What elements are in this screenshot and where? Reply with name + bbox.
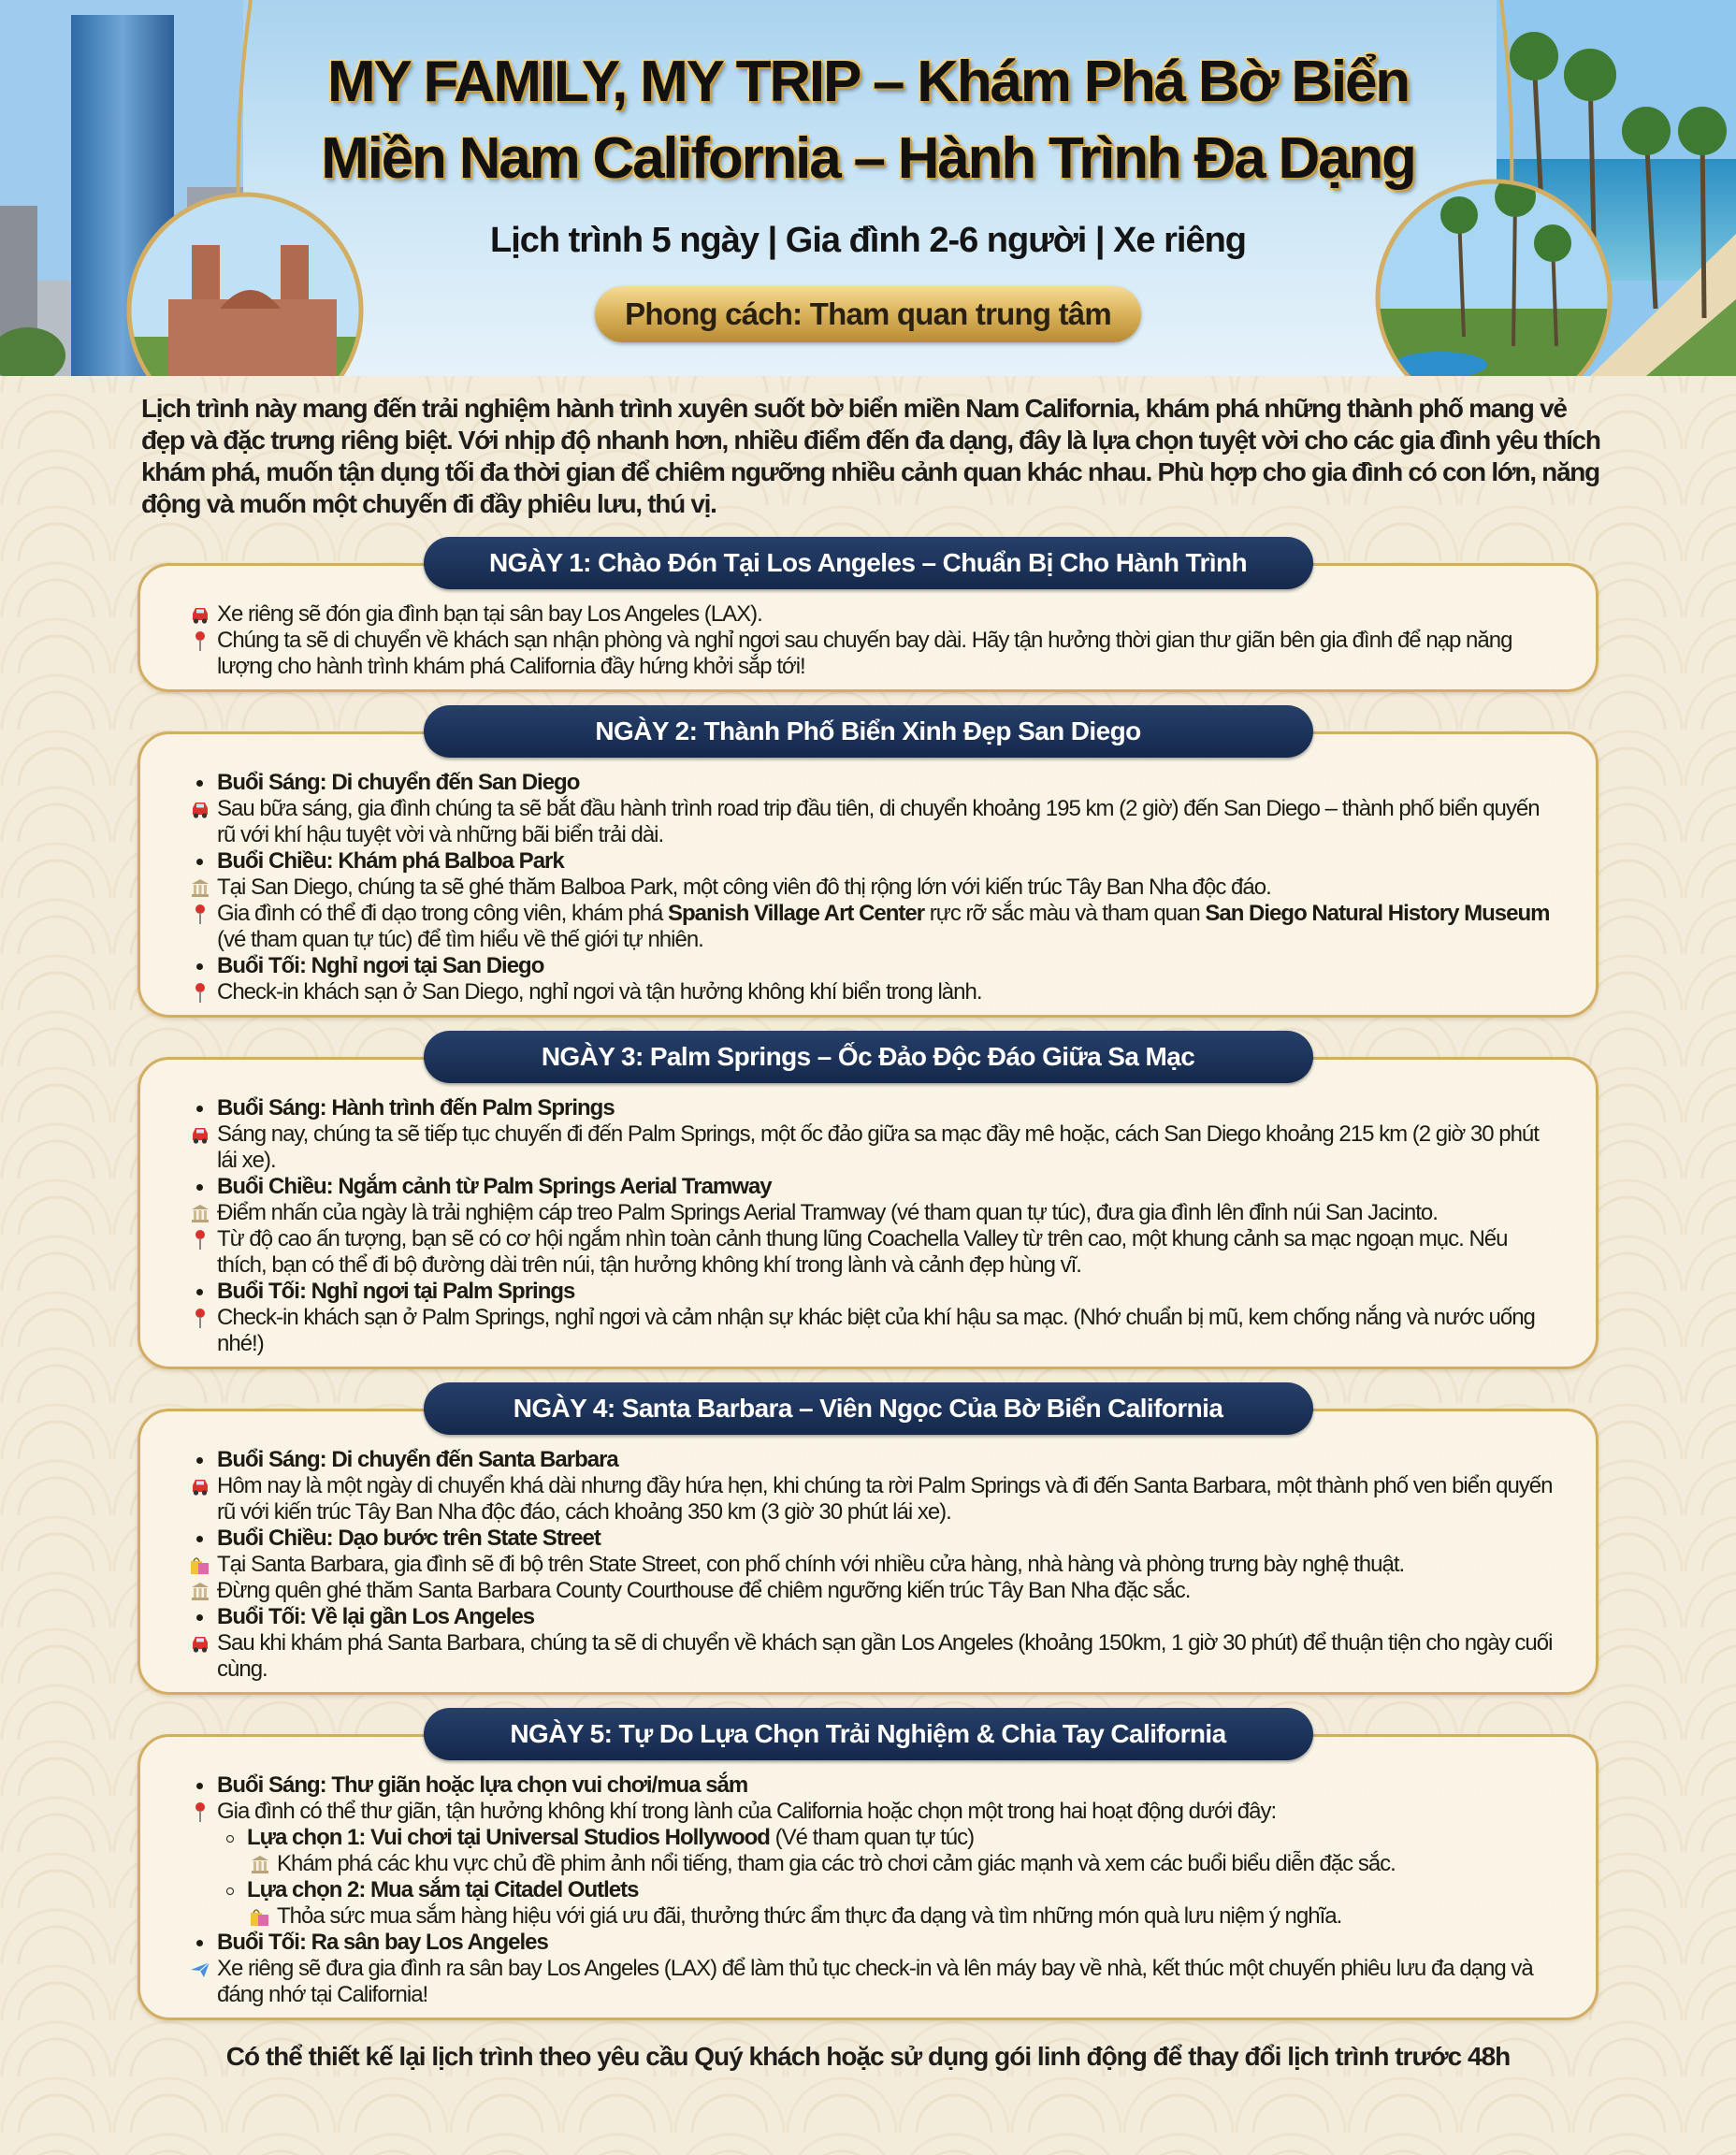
page-title-line-2: Miền Nam California – Hành Trình Đa Dạng [321, 126, 1415, 191]
day-1-card [137, 537, 1599, 692]
itinerary-line [187, 1956, 1555, 2008]
line-text: Tại Santa Barbara, gia đình sẽ đi bộ trên State Street, con phố chính với nhiều cửa hàng, nhà hàng và phòng trưng bày nghệ thuật. [217, 1552, 1405, 1577]
section-lines [187, 1552, 1555, 1604]
section-lines [187, 875, 1555, 953]
time-of-day-section [187, 1174, 1555, 1279]
option-title: Lựa chọn 1: Vui chơi tại Universal Studios Hollywood [247, 1825, 770, 1850]
trip-summary: Lịch trình 5 ngày | Gia đình 2-6 người | Xe riêng [489, 221, 1247, 260]
line-text: Check-in khách sạn ở Palm Springs, nghỉ ngơi và cảm nhận sự khác biệt của khí hậu sa mạc. (Nhớ chuẩn bị mũ, kem chống nắng và nước uống nhé!) [217, 1305, 1535, 1356]
day-content [137, 1734, 1599, 2020]
option-lines [247, 1903, 1555, 1930]
section-lines [187, 1200, 1555, 1279]
section-lines [187, 979, 1555, 1005]
itinerary-line [187, 979, 1555, 1005]
time-of-day-section [187, 770, 1555, 848]
section-lines [187, 1630, 1555, 1683]
section-heading: Buổi Tối: Ra sân bay Los Angeles [217, 1930, 1555, 1956]
time-of-day-section [187, 1279, 1555, 1357]
line-text: Sau bữa sáng, gia đình chúng ta sẽ bắt đầu hành trình road trip đầu tiên, di chuyển khoảng 195 km (2 giờ) đến San Diego – thành phố biển quyến rũ với khí hậu tuyệt vời và những bãi biển trải dài. [217, 796, 1540, 847]
line-text: Xe riêng sẽ đưa gia đình ra sân bay Los Angeles (LAX) để làm thủ tục check-in và lên máy bay về nhà, kết thúc một chuyến phiêu lưu đa dạng và đáng nhớ tại California! [217, 1956, 1533, 2007]
day-title: NGÀY 4: Santa Barbara – Viên Ngọc Của Bờ Biển California [424, 1382, 1313, 1435]
section-heading: Buổi Chiều: Ngắm cảnh từ Palm Springs Aerial Tramway [217, 1174, 1555, 1200]
line-text: Sáng nay, chúng ta sẽ tiếp tục chuyến đi đến Palm Springs, một ốc đảo giữa sa mạc đầy mê hoặc, cách San Diego khoảng 215 km (2 giờ 30 phút lái xe). [217, 1121, 1539, 1173]
line-text: Tại San Diego, chúng ta sẽ ghé thăm Balboa Park, một công viên đô thị rộng lớn với kiến trúc Tây Ban Nha độc đáo. [217, 875, 1271, 900]
itinerary-line [247, 1851, 1555, 1877]
day-title: NGÀY 1: Chào Đón Tại Los Angeles – Chuẩn Bị Cho Hành Trình [424, 537, 1313, 589]
itinerary-line [187, 1630, 1555, 1683]
line-text: Gia đình có thể đi dạo trong công viên, khám phá [217, 901, 669, 926]
page-title-line-1: MY FAMILY, MY TRIP – Khám Phá Bờ Biển [327, 50, 1409, 114]
section-lines [187, 1799, 1555, 1825]
itinerary-line [187, 1473, 1555, 1526]
time-of-day-section [187, 1604, 1555, 1683]
itinerary-line [187, 1552, 1555, 1578]
day-title: NGÀY 3: Palm Springs – Ốc Đảo Độc Đáo Giữa Sa Mạc [424, 1031, 1313, 1083]
highlight-text: Spanish Village Art Center [668, 901, 925, 926]
page-body [0, 393, 1736, 2073]
itinerary-line [247, 1903, 1555, 1930]
section-lines [187, 1956, 1555, 2008]
itinerary-days [137, 537, 1599, 2020]
line-text: Gia đình có thể thư giãn, tận hưởng không khí trong lành của California hoặc chọn một trong hai hoạt động dưới đây: [217, 1799, 1277, 1824]
line-text: (vé tham quan tự túc) để tìm hiểu về thế giới tự nhiên. [217, 927, 703, 952]
highlight-text: San Diego Natural History Museum [1205, 901, 1550, 926]
section-heading: Buổi Chiều: Dạo bước trên State Street [217, 1526, 1555, 1552]
line-text: Hôm nay là một ngày di chuyển khá dài nhưng đầy hứa hẹn, khi chúng ta rời Palm Springs và đi đến Santa Barbara, một thành phố ven biển quyến rũ với kiến trúc Tây Ban Nha độc đáo, cách khoảng 350 km (3 giờ 30 phút lái xe). [217, 1473, 1553, 1525]
section-heading: Buổi Tối: Về lại gần Los Angeles [217, 1604, 1555, 1630]
day-content [137, 1057, 1599, 1369]
section-heading: Buổi Sáng: Di chuyển đến San Diego [217, 770, 1555, 796]
section-heading: Buổi Tối: Nghỉ ngơi tại Palm Springs [217, 1279, 1555, 1305]
time-of-day-section [187, 1930, 1555, 2008]
option-lines [247, 1851, 1555, 1877]
line-text: Chúng ta sẽ di chuyển về khách sạn nhận phòng và nghỉ ngơi sau chuyến bay dài. Hãy tận hưởng thời gian thư giãn bên gia đình để nạp năng lượng cho hành trình khám phá California đầy hứng khởi sắp tới! [217, 628, 1512, 679]
itinerary-line [187, 1226, 1555, 1279]
line-text: rực rỡ sắc màu và tham quan [924, 901, 1206, 926]
itinerary-line [187, 1578, 1555, 1604]
itinerary-line [187, 1305, 1555, 1357]
travel-style-badge: Phong cách: Tham quan trung tâm [595, 286, 1141, 342]
itinerary-line [187, 796, 1555, 848]
itinerary-line [187, 628, 1555, 680]
day-title: NGÀY 5: Tự Do Lựa Chọn Trải Nghiệm & Chia Tay California [424, 1708, 1313, 1760]
time-of-day-section [187, 1526, 1555, 1604]
itinerary-line [187, 875, 1555, 901]
time-of-day-section [187, 848, 1555, 953]
option-note: (Vé tham quan tự túc) [769, 1825, 975, 1850]
time-of-day-section [187, 1095, 1555, 1174]
option-subsection [217, 1877, 1555, 1930]
line-text: Xe riêng sẽ đón gia đình bạn tại sân bay Los Angeles (LAX). [217, 601, 762, 627]
itinerary-line [187, 1200, 1555, 1226]
option-title: Lựa chọn 2: Mua sắm tại Citadel Outlets [247, 1877, 639, 1902]
line-text: Từ độ cao ấn tượng, bạn sẽ có cơ hội ngắm nhìn toàn cảnh thung lũng Coachella Valley từ trên cao, một khung cảnh sa mạc ngoạn mục. Nếu thích, bạn có thể đi bộ đường dài trên núi, tận hưởng không khí trong lành và cảnh đẹp hùng vĩ. [217, 1226, 1508, 1278]
line-text: Đừng quên ghé thăm Santa Barbara County Courthouse để chiêm ngưỡng kiến trúc Tây Ban Nha đặc sắc. [217, 1578, 1191, 1603]
section-heading: Buổi Sáng: Di chuyển đến Santa Barbara [217, 1447, 1555, 1473]
option-subsection [217, 1825, 1555, 1877]
section-lines [187, 1473, 1555, 1526]
section-heading: Buổi Tối: Nghỉ ngơi tại San Diego [217, 953, 1555, 979]
option-heading [247, 1877, 1555, 1903]
line-text: Sau khi khám phá Santa Barbara, chúng ta sẽ di chuyển về khách sạn gần Los Angeles (khoảng 150km, 1 giờ 30 phút) để thuận tiện cho ngày cuối cùng. [217, 1630, 1553, 1682]
itinerary-line [187, 601, 1555, 628]
section-lines [187, 1121, 1555, 1174]
line-text: Điểm nhấn của ngày là trải nghiệm cáp treo Palm Springs Aerial Tramway (vé tham quan tự túc), đưa gia đình lên đỉnh núi San Jacinto. [217, 1200, 1438, 1225]
time-of-day-section [187, 1772, 1555, 1930]
section-lines [187, 796, 1555, 848]
section-heading: Buổi Chiều: Khám phá Balboa Park [217, 848, 1555, 875]
day-title: NGÀY 2: Thành Phố Biển Xinh Đẹp San Diego [424, 705, 1313, 758]
itinerary-line [187, 901, 1555, 953]
day-content [137, 1409, 1599, 1695]
option-heading [247, 1825, 1555, 1851]
day-content [137, 731, 1599, 1018]
section-heading: Buổi Sáng: Hành trình đến Palm Springs [217, 1095, 1555, 1121]
day-2-card [137, 705, 1599, 1018]
footer-note: Có thể thiết kế lại lịch trình theo yêu cầu Quý khách hoặc sử dụng gói linh động để thay đổi lịch trình trước 48h [225, 2042, 1511, 2071]
day-5-card [137, 1708, 1599, 2020]
line-text: Khám phá các khu vực chủ đề phim ảnh nổi tiếng, tham gia các trò chơi cảm giác mạnh và xem các buổi biểu diễn đặc sắc. [277, 1851, 1396, 1876]
section-lines [187, 1305, 1555, 1357]
time-of-day-section [187, 953, 1555, 1005]
line-text: Check-in khách sạn ở San Diego, nghỉ ngơi và tận hưởng không khí biển trong lành. [217, 979, 982, 1005]
line-text: Thỏa sức mua sắm hàng hiệu với giá ưu đãi, thưởng thức ẩm thực đa dạng và tìm những món quà lưu niệm ý nghĩa. [277, 1903, 1342, 1929]
itinerary-line [187, 1799, 1555, 1825]
intro-paragraph: Lịch trình này mang đến trải nghiệm hành trình xuyên suốt bờ biển miền Nam California, khám phá những thành phố mang vẻ đẹp và đặc trưng riêng biệt. Với nhịp độ nhanh hơn, nhiều điểm đến đa dạng, đây là lựa chọn tuyệt vời cho các gia đình yêu thích khám phá, muốn tận dụng tối đa thời gian để chiêm ngưỡng nhiều cảnh quan khác nhau. Phù hợp cho gia đình có con lớn, năng động và muốn một chuyến đi đầy phiêu lưu, thú vị. [141, 394, 1600, 518]
day-3-card [137, 1031, 1599, 1369]
time-of-day-section [187, 1447, 1555, 1526]
day-4-card [137, 1382, 1599, 1695]
header-banner [0, 0, 1736, 376]
itinerary-line [187, 1121, 1555, 1174]
section-heading: Buổi Sáng: Thư giãn hoặc lựa chọn vui chơi/mua sắm [217, 1772, 1555, 1799]
